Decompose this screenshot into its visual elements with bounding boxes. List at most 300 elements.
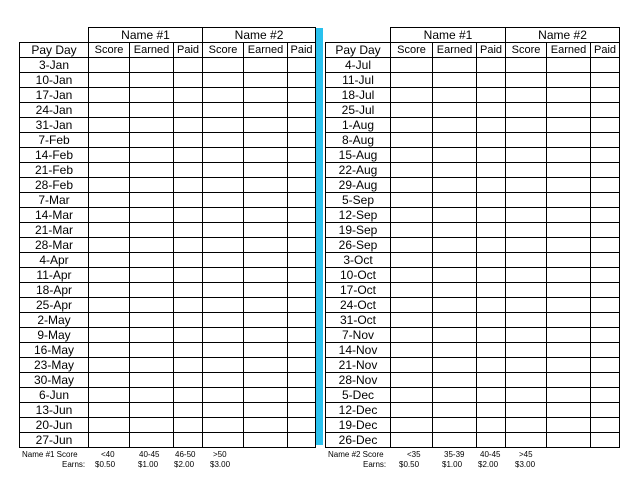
score-cell-name-1 [89,358,130,373]
column-header-paid: Paid [288,43,316,58]
earned-cell-name-1 [433,178,477,193]
score-cell-name-1 [391,418,433,433]
earned-cell-name-2 [244,73,288,88]
pay-day-row [326,208,620,223]
column-header-paid: Paid [591,43,620,58]
paid-cell-name-1 [174,208,203,223]
earned-cell-name-1 [130,403,174,418]
score-cell-name-2 [203,118,244,133]
pay-day-date: 25-Apr [20,298,89,313]
score-cell-name-2 [203,418,244,433]
paid-cell-name-1 [174,403,203,418]
paid-cell-name-2 [591,193,620,208]
pay-day-date: 17-Jan [20,88,89,103]
paid-cell-name-2 [288,133,316,148]
earned-cell-name-2 [244,238,288,253]
earned-cell-name-2 [547,193,591,208]
column-header-paid: Paid [174,43,203,58]
earned-cell-name-1 [130,208,174,223]
score-cell-name-1 [89,58,130,73]
score-cell-name-2 [203,298,244,313]
score-cell-name-2 [506,88,547,103]
paid-cell-name-1 [477,58,506,73]
score-cell-name-1 [391,223,433,238]
earned-cell-name-2 [547,268,591,283]
score-cell-name-2 [506,163,547,178]
earned-cell-name-1 [130,268,174,283]
score-cell-name-2 [506,328,547,343]
score-cell-name-1 [391,373,433,388]
earned-cell-name-1 [130,418,174,433]
paid-cell-name-2 [591,403,620,418]
earned-cell-name-2 [547,88,591,103]
paid-cell-name-2 [591,238,620,253]
paid-cell-name-1 [174,163,203,178]
paid-cell-name-1 [174,238,203,253]
earned-cell-name-1 [433,58,477,73]
pay-day-row [326,193,620,208]
paid-cell-name-2 [288,328,316,343]
score-cell-name-1 [391,178,433,193]
score-cell-name-1 [89,208,130,223]
earned-cell-name-1 [433,268,477,283]
score-cell-name-2 [506,103,547,118]
earned-cell-name-2 [244,403,288,418]
pay-day-date: 7-Nov [326,328,391,343]
pay-day-row [20,253,316,268]
score-cell-name-2 [506,193,547,208]
earned-cell-name-2 [244,343,288,358]
column-header-score: Score [506,43,547,58]
pay-day-date: 11-Jul [326,73,391,88]
score-cell-name-2 [506,373,547,388]
score-cell-name-1 [391,253,433,268]
earned-cell-name-1 [130,253,174,268]
pay-day-row [326,313,620,328]
paid-cell-name-1 [174,298,203,313]
group-header-name-2: Name #2 [506,28,620,43]
earned-cell-name-2 [547,73,591,88]
score-cell-name-1 [89,388,130,403]
earned-cell-name-1 [433,418,477,433]
paid-cell-name-1 [477,328,506,343]
earned-cell-name-2 [547,283,591,298]
pay-day-row [20,178,316,193]
earned-cell-name-1 [130,73,174,88]
pay-day-row [20,388,316,403]
earned-cell-name-2 [244,358,288,373]
legend-amount: $3.00 [515,460,536,469]
column-header-score: Score [203,43,244,58]
legend-range: 40-45 [139,450,160,459]
paid-cell-name-1 [477,163,506,178]
paid-cell-name-2 [591,178,620,193]
earned-cell-name-2 [244,373,288,388]
score-cell-name-2 [203,208,244,223]
paid-cell-name-2 [591,133,620,148]
earned-cell-name-1 [130,328,174,343]
score-cell-name-1 [391,208,433,223]
score-cell-name-1 [89,433,130,448]
score-cell-name-2 [203,313,244,328]
score-cell-name-2 [203,268,244,283]
earned-cell-name-1 [433,148,477,163]
paid-cell-name-1 [477,238,506,253]
score-cell-name-2 [506,223,547,238]
earned-cell-name-2 [244,283,288,298]
score-cell-name-2 [203,193,244,208]
score-cell-name-1 [391,73,433,88]
earned-cell-name-1 [433,238,477,253]
paid-cell-name-1 [477,283,506,298]
legend-range: <40 [101,450,115,459]
earned-cell-name-1 [130,58,174,73]
legend-amount: $0.50 [399,460,420,469]
score-cell-name-1 [89,283,130,298]
score-cell-name-2 [506,238,547,253]
pay-day-date: 2-May [20,313,89,328]
paid-cell-name-2 [288,163,316,178]
group-header-name-1: Name #1 [89,28,203,43]
legend-range: >45 [519,450,533,459]
pay-day-row [326,223,620,238]
earned-cell-name-2 [244,118,288,133]
earned-cell-name-2 [547,178,591,193]
paid-cell-name-2 [591,88,620,103]
earned-cell-name-2 [547,388,591,403]
score-cell-name-1 [89,73,130,88]
payday-table-second-half [325,27,620,448]
score-cell-name-2 [506,283,547,298]
score-cell-name-1 [89,328,130,343]
earned-cell-name-2 [547,343,591,358]
paid-cell-name-2 [591,433,620,448]
pay-day-date: 24-Oct [326,298,391,313]
paid-cell-name-2 [591,148,620,163]
paid-cell-name-1 [477,223,506,238]
paid-cell-name-2 [591,103,620,118]
score-cell-name-1 [89,178,130,193]
pay-day-date: 10-Jan [20,73,89,88]
paid-cell-name-2 [288,433,316,448]
paid-cell-name-1 [174,193,203,208]
pay-day-row [20,283,316,298]
legend-range: 40-45 [480,450,501,459]
score-cell-name-2 [506,403,547,418]
paid-cell-name-2 [288,58,316,73]
earned-cell-name-2 [244,253,288,268]
pay-day-row [326,328,620,343]
earned-cell-name-1 [433,163,477,178]
earned-cell-name-1 [130,388,174,403]
earned-cell-name-2 [244,58,288,73]
score-cell-name-1 [391,103,433,118]
score-cell-name-1 [89,238,130,253]
paid-cell-name-1 [174,418,203,433]
earned-cell-name-2 [244,133,288,148]
pay-day-date: 24-Jan [20,103,89,118]
earned-cell-name-1 [130,193,174,208]
score-cell-name-2 [203,343,244,358]
earned-cell-name-2 [547,403,591,418]
pay-day-date: 18-Apr [20,283,89,298]
earned-cell-name-2 [244,193,288,208]
earned-cell-name-2 [244,388,288,403]
paid-cell-name-1 [477,268,506,283]
legend-earns-label: Earns: [62,460,86,469]
pay-day-date: 11-Apr [20,268,89,283]
earned-cell-name-1 [130,343,174,358]
earned-cell-name-1 [433,118,477,133]
score-cell-name-1 [391,388,433,403]
pay-day-date: 16-May [20,343,89,358]
pay-day-row [20,73,316,88]
paid-cell-name-2 [288,208,316,223]
pay-day-date: 4-Apr [20,253,89,268]
score-cell-name-1 [89,133,130,148]
paid-cell-name-2 [288,343,316,358]
score-cell-name-2 [203,88,244,103]
score-cell-name-2 [203,73,244,88]
pay-day-row [326,433,620,448]
score-cell-name-2 [203,373,244,388]
paid-cell-name-1 [477,418,506,433]
pay-day-row [326,163,620,178]
paid-cell-name-2 [591,268,620,283]
paid-cell-name-1 [477,193,506,208]
paid-cell-name-1 [174,223,203,238]
paid-cell-name-1 [477,133,506,148]
earned-cell-name-1 [433,388,477,403]
paid-cell-name-1 [174,178,203,193]
score-cell-name-2 [203,103,244,118]
column-header-pay-day: Pay Day [20,43,89,58]
paid-cell-name-2 [288,298,316,313]
paid-cell-name-2 [288,418,316,433]
paid-cell-name-1 [477,208,506,223]
earned-cell-name-2 [244,88,288,103]
paid-cell-name-1 [477,298,506,313]
earned-cell-name-1 [433,298,477,313]
corner-blank [20,28,89,43]
paid-cell-name-1 [477,358,506,373]
paid-cell-name-2 [288,73,316,88]
pay-day-date: 21-Feb [20,163,89,178]
pay-day-date: 29-Aug [326,178,391,193]
column-header-earned: Earned [547,43,591,58]
paid-cell-name-1 [477,103,506,118]
score-cell-name-1 [391,238,433,253]
paid-cell-name-2 [288,193,316,208]
legend-earns-label: Earns: [363,460,387,469]
paid-cell-name-2 [591,358,620,373]
paid-cell-name-1 [174,88,203,103]
score-cell-name-2 [506,178,547,193]
pay-day-date: 12-Sep [326,208,391,223]
paid-cell-name-2 [591,58,620,73]
earned-cell-name-1 [130,283,174,298]
score-cell-name-1 [391,298,433,313]
score-cell-name-1 [391,313,433,328]
pay-day-date: 21-Mar [20,223,89,238]
score-cell-name-1 [89,253,130,268]
pay-day-date: 26-Dec [326,433,391,448]
earned-cell-name-2 [244,298,288,313]
group-header-name-1: Name #1 [391,28,506,43]
pay-day-row [20,238,316,253]
legend-amount: $2.00 [478,460,499,469]
pay-day-row [326,283,620,298]
pay-day-date: 10-Oct [326,268,391,283]
pay-day-date: 30-May [20,373,89,388]
score-cell-name-1 [89,193,130,208]
pay-day-date: 23-May [20,358,89,373]
column-header-paid: Paid [477,43,506,58]
score-cell-name-1 [391,58,433,73]
pay-day-row [20,103,316,118]
paid-cell-name-2 [288,313,316,328]
paid-cell-name-2 [288,178,316,193]
score-cell-name-2 [203,433,244,448]
earned-cell-name-1 [433,328,477,343]
legend-range: <35 [407,450,421,459]
earned-cell-name-1 [130,133,174,148]
pay-day-date: 5-Sep [326,193,391,208]
earned-cell-name-2 [244,418,288,433]
pay-day-date: 31-Oct [326,313,391,328]
pay-day-row [326,58,620,73]
legend-amount: $2.00 [174,460,195,469]
earned-cell-name-2 [547,223,591,238]
earned-cell-name-1 [130,358,174,373]
pay-day-date: 5-Dec [326,388,391,403]
earned-cell-name-1 [433,193,477,208]
pay-day-date: 26-Sep [326,238,391,253]
paid-cell-name-2 [591,343,620,358]
pay-day-row [20,328,316,343]
paid-cell-name-2 [591,73,620,88]
score-cell-name-2 [203,283,244,298]
paid-cell-name-1 [174,343,203,358]
earned-cell-name-1 [130,433,174,448]
score-cell-name-1 [89,118,130,133]
paid-cell-name-2 [591,313,620,328]
pay-day-row [326,298,620,313]
score-cell-name-2 [203,238,244,253]
paid-cell-name-1 [477,388,506,403]
paid-cell-name-2 [591,208,620,223]
column-header-pay-day: Pay Day [326,43,391,58]
paid-cell-name-2 [288,238,316,253]
pay-day-date: 14-Nov [326,343,391,358]
legend-range: 35-39 [444,450,465,459]
paid-cell-name-1 [477,343,506,358]
payday-table-first-half [19,27,316,448]
paid-cell-name-1 [174,253,203,268]
paid-cell-name-2 [288,283,316,298]
earned-cell-name-1 [130,238,174,253]
earned-cell-name-1 [433,373,477,388]
pay-day-row [20,208,316,223]
score-cell-name-2 [203,223,244,238]
pay-day-date: 19-Dec [326,418,391,433]
earned-cell-name-1 [130,88,174,103]
paid-cell-name-2 [288,373,316,388]
earned-cell-name-1 [433,253,477,268]
paid-cell-name-2 [288,103,316,118]
pay-day-date: 17-Oct [326,283,391,298]
pay-day-date: 8-Aug [326,133,391,148]
paid-cell-name-1 [174,388,203,403]
earned-cell-name-1 [433,283,477,298]
paid-cell-name-2 [288,118,316,133]
earned-cell-name-2 [244,433,288,448]
earned-cell-name-1 [130,298,174,313]
score-cell-name-1 [391,133,433,148]
pay-day-row [20,58,316,73]
pay-day-row [20,343,316,358]
pay-day-row [326,388,620,403]
score-cell-name-1 [89,103,130,118]
paid-cell-name-1 [174,358,203,373]
paid-cell-name-1 [477,73,506,88]
score-cell-name-1 [89,148,130,163]
pay-day-date: 9-May [20,328,89,343]
score-cell-name-2 [506,253,547,268]
pay-day-row [326,73,620,88]
pay-day-date: 7-Feb [20,133,89,148]
legend-amount: $1.00 [138,460,159,469]
paid-cell-name-2 [591,283,620,298]
paid-cell-name-2 [288,268,316,283]
score-cell-name-2 [506,433,547,448]
pay-day-row [20,373,316,388]
paid-cell-name-2 [591,388,620,403]
pay-day-row [20,223,316,238]
earned-cell-name-2 [547,148,591,163]
pay-day-date: 1-Aug [326,118,391,133]
pay-day-row [20,358,316,373]
score-cell-name-2 [506,268,547,283]
earned-cell-name-1 [433,133,477,148]
earned-cell-name-2 [547,58,591,73]
earned-cell-name-1 [433,313,477,328]
paid-cell-name-2 [288,388,316,403]
earned-cell-name-2 [244,223,288,238]
pay-day-date: 3-Oct [326,253,391,268]
paid-cell-name-1 [174,118,203,133]
pay-day-date: 3-Jan [20,58,89,73]
score-cell-name-1 [391,163,433,178]
earned-cell-name-2 [547,418,591,433]
column-header-earned: Earned [244,43,288,58]
paid-cell-name-1 [174,433,203,448]
score-cell-name-1 [391,148,433,163]
earned-cell-name-1 [433,358,477,373]
paid-cell-name-1 [174,328,203,343]
pay-day-row [326,103,620,118]
earned-cell-name-1 [433,208,477,223]
earned-cell-name-1 [433,223,477,238]
pay-day-row [326,118,620,133]
score-cell-name-1 [391,88,433,103]
paid-cell-name-1 [477,253,506,268]
earned-cell-name-1 [433,433,477,448]
earned-cell-name-2 [244,163,288,178]
earned-cell-name-2 [244,148,288,163]
pay-day-date: 14-Mar [20,208,89,223]
earned-cell-name-1 [130,148,174,163]
